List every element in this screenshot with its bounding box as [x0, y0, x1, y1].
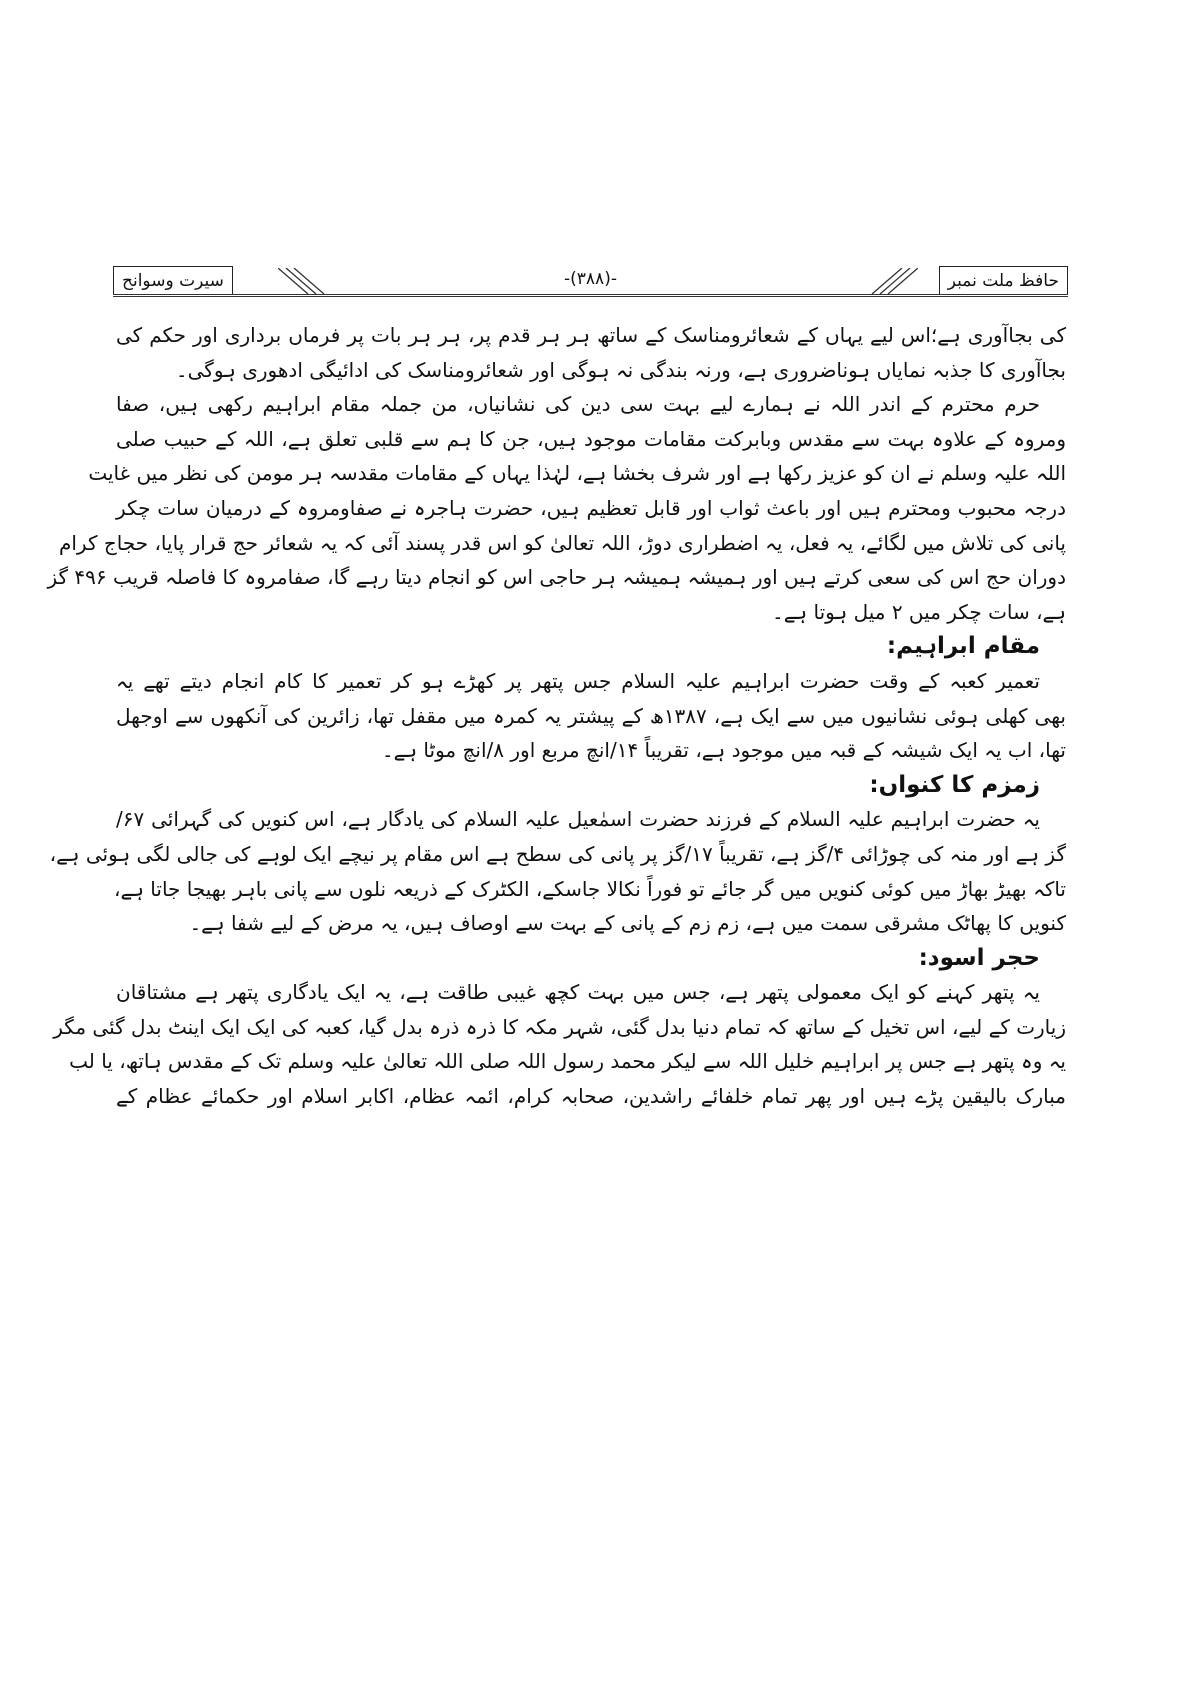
text-line: یہ وہ پتھر ہے جس پر ابراہیم خلیل اللہ سے لیکر محمد رسول اللہ صلی اللہ تعالیٰ علیہ وسلم تک کے مقدس ہاتھ، یا لب	[69, 1049, 1066, 1074]
decorative-divider-icon	[278, 268, 348, 294]
text-line: مبارک بالیقین پڑے ہیں اور پھر تمام خلفائے راشدین، صحابہ کرام، ائمہ عظام، اکابر اسلام اور حکمائے عظام کے	[116, 1084, 1066, 1109]
text-line: گز ہے اور منہ کی چوڑائی ۴/گز ہے، تقریباً ۱۷/گز پر پانی کی سطح ہے اس مقام پر نیچے ایک لوہے کی جالی لگی ہوئی ہے،	[49, 841, 1066, 866]
text-line: تاکہ بھیڑ بھاڑ میں کوئی کنویں میں گر جائے تو فوراً نکالا جاسکے، الکٹرک کے ذریعہ نلوں سے پانی باہر بھیجا جاتا ہے،	[114, 876, 1066, 901]
text-line: یہ پتھر کہنے کو ایک معمولی پتھر ہے، جس میں بہت کچھ غیبی طاقت ہے، یہ ایک یادگاری پتھر ہے مشتاقان	[116, 980, 1040, 1005]
article-body	[47, 318, 1067, 1114]
text-line: بھی کھلی ہوئی نشانیوں میں سے ایک ہے، ۱۳۸۷ھ کے پیشتر یہ کمرہ میں مقفل تھا، زائرین کی آنکھوں سے اوجھل	[116, 703, 1067, 728]
text-line: تھا، اب یہ ایک شیشہ کے قبہ میں موجود ہے، تقریباً ۱۴/انچ مربع اور ۸/انچ موٹا ہے۔	[381, 738, 1066, 763]
page-number: -(۳۸۸)-	[564, 269, 617, 289]
section-heading: مقام ابراہیم:	[886, 633, 1040, 660]
page-header	[113, 266, 1068, 296]
journal-title: حافظ ملت نمبر	[939, 266, 1068, 295]
section-title: سیرت وسوانح	[113, 266, 233, 295]
text-line: کی بجاآوری ہے؛اس لیے یہاں کے شعائرومناسک کے ساتھ ہر ہر قدم پر، ہر ہر بات پر فرماں برداری اور حکم کی	[116, 323, 1066, 347]
text-line: دوران حج اس کی سعی کرتے ہیں اور ہمیشہ ہمیشہ ہر حاجی اس کو انجام دیتا رہے گا، صفامروہ کا فاصلہ قریب ۴۹۶ گز	[47, 565, 1066, 590]
text-line: پانی کی تلاش میں لگائے، یہ فعل، یہ اضطراری دوڑ، اللہ تعالیٰ کو اس قدر پسند آئی کہ یہ شعائر حج قرار پایا، حجاج کرام	[58, 530, 1066, 555]
text-line: یہ حضرت ابراہیم علیہ السلام کے فرزند حضرت اسمٰعیل علیہ السلام کی یادگار ہے، اس کنویں کی گہرائی ۶۷/	[116, 807, 1040, 832]
header-rule	[113, 294, 1068, 297]
text-line: درجہ محبوب ومحترم ہیں اور باعث ثواب اور قابل تعظیم ہیں، حضرت ہاجرہ نے صفاومروہ کے درمیان سات چکر	[116, 495, 1066, 520]
text-line: حرم محترم کے اندر اللہ نے ہمارے لیے بہت سی دین کی نشانیاں، من جملہ مقام ابراہیم رکھی ہیں، صفا	[116, 392, 1040, 417]
section-heading: زمزم کا کنواں:	[869, 771, 1040, 798]
text-line: تعمیر کعبہ کے وقت حضرت ابراہیم علیہ السلام جس پتھر پر کھڑے ہو کر تعمیر کا کام انجام دیتے تھے یہ	[116, 668, 1041, 693]
text-line: ومروہ کے علاوہ بہت سے مقدس وبابرکت مقامات موجود ہیں، جن کا ہم سے قلبی تعلق ہے، اللہ کے حبیب صلی	[116, 426, 1066, 451]
text-line: زیارت کے لیے، اس تخیل کے ساتھ کہ تمام دنیا بدل گئی، شہر مکہ کا ذرہ ذرہ بدل گیا، کعبہ کی ایک ایک اینٹ بدل گئی مگر	[53, 1014, 1066, 1039]
text-line: اللہ علیہ وسلم نے ان کو عزیز رکھا ہے اور شرف بخشا ہے، لہٰذا یہاں کے مقامات مقدسہ ہر مومن کی نظر میں غایت	[88, 461, 1066, 486]
section-heading: حجر اسود:	[918, 944, 1040, 971]
text-line: بجاآوری کا جذبہ نمایاں ہوناضروری ہے، ورنہ بندگی نہ ہوگی اور شعائرومناسک کی ادائیگی ادھوری ہوگی۔	[175, 357, 1066, 382]
text-line: کنویں کا پھاٹک مشرقی سمت میں ہے، زم زم کے پانی کے بہت سے اوصاف ہیں، یہ مرض کے لیے شفا ہے۔	[189, 911, 1066, 936]
text-line: ہے، سات چکر میں ۲ میل ہوتا ہے۔	[771, 599, 1066, 624]
